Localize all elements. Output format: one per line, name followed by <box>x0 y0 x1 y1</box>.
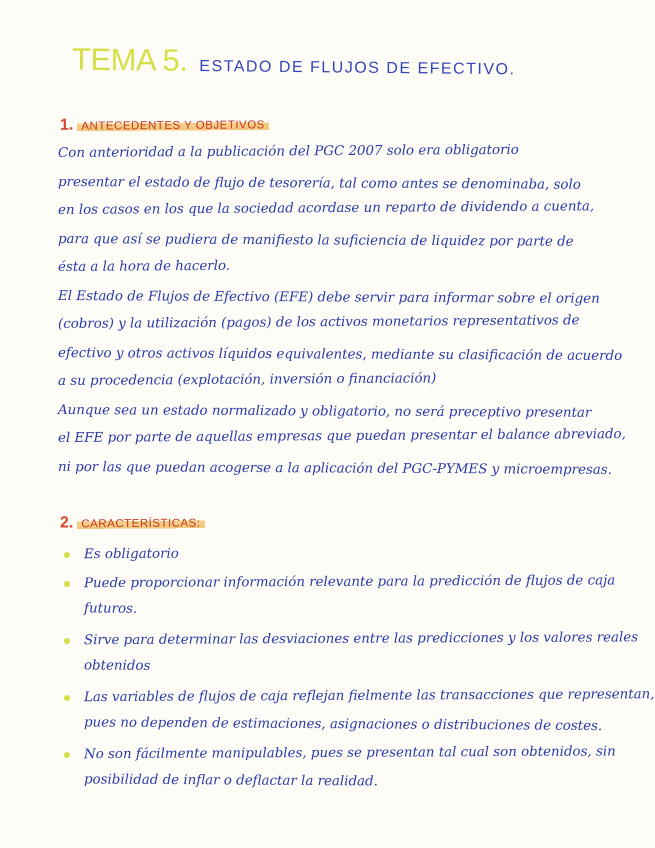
list-item-text: No son fácilmente manipulables, pues se presentan tal cual son obtenidos, sin <box>83 743 616 762</box>
text-line: El Estado de Flujos de Efectivo (EFE) debe servir para informar sobre el origen <box>57 288 600 307</box>
section-2-bullets <box>62 540 655 797</box>
bullet-dot-icon <box>64 552 70 558</box>
list-item-text: Es obligatorio <box>83 546 179 563</box>
bullet-dot-icon <box>64 752 70 758</box>
list-item <box>62 626 639 683</box>
text-line: ésta a la hora de hacerlo. <box>57 258 231 275</box>
list-item <box>62 683 655 740</box>
text-line: ni por las que puedan acogerse a la aplicación del PGC-PYMES y microempresas. <box>57 459 612 478</box>
list-item-text: Sirve para determinar las desviaciones entre las predicciones y los valores reales <box>83 629 639 648</box>
section-1-body <box>57 140 626 482</box>
text-line: Aunque sea un estado normalizado y obligatorio, no será preceptivo presentar <box>57 402 592 421</box>
text-line: efectivo y otros activos líquidos equivalentes, mediante su clasificación de acuerdo <box>57 345 623 364</box>
section-2-label: CARACTERÍSTICAS: <box>77 517 204 530</box>
bullet-dot-icon <box>64 638 70 644</box>
list-item <box>62 540 542 569</box>
section-2-number: 2. <box>59 514 74 532</box>
text-line: a su procedencia (explotación, inversión o financiación) <box>57 371 437 389</box>
list-item-text: obtenidos <box>83 658 151 674</box>
list-item-text: pues no dependen de estimaciones, asignaciones o distribuciones de costes. <box>83 715 603 735</box>
text-line: (cobros) y la utilización (pagos) de los activos monetarios representativos de <box>57 313 580 332</box>
list-item <box>62 740 616 797</box>
section-1-heading <box>60 115 269 134</box>
text-line: Con anterioridad a la publicación del PGC 2007 solo era obligatorio <box>57 142 519 161</box>
bullet-dot-icon <box>64 581 70 587</box>
text-line: presentar el estado de flujo de tesorería, tal como antes se denominaba, solo <box>57 174 581 193</box>
text-line: el EFE por parte de aquellas empresas que puedan presentar el balance abreviado, <box>57 427 626 446</box>
list-item <box>62 569 616 626</box>
bullet-dot-icon <box>64 695 70 701</box>
list-item-text: Las variables de flujos de caja reflejan fielmente las transacciones que representan, <box>83 686 655 705</box>
page-title <box>72 42 516 83</box>
section-2-heading <box>60 513 205 532</box>
list-item-text: futuros. <box>83 601 138 617</box>
text-line: para que así se pudiera de manifiesto la suficiencia de liquidez por parte de <box>57 231 574 250</box>
list-item-text: posibilidad de inflar o deflactar la realidad. <box>83 772 378 790</box>
list-item-text: Puede proporcionar información relevante para la predicción de flujos de caja <box>83 572 616 591</box>
section-1-number: 1. <box>59 116 74 134</box>
title-tema: TEMA 5. <box>71 41 188 78</box>
section-1-label: ANTECEDENTES Y OBJETIVOS <box>77 119 269 132</box>
title-subject: ESTADO DE FLUJOS DE EFECTIVO. <box>199 58 516 79</box>
text-line: en los casos en los que la sociedad acordase un reparto de dividendo a cuenta, <box>57 199 595 218</box>
